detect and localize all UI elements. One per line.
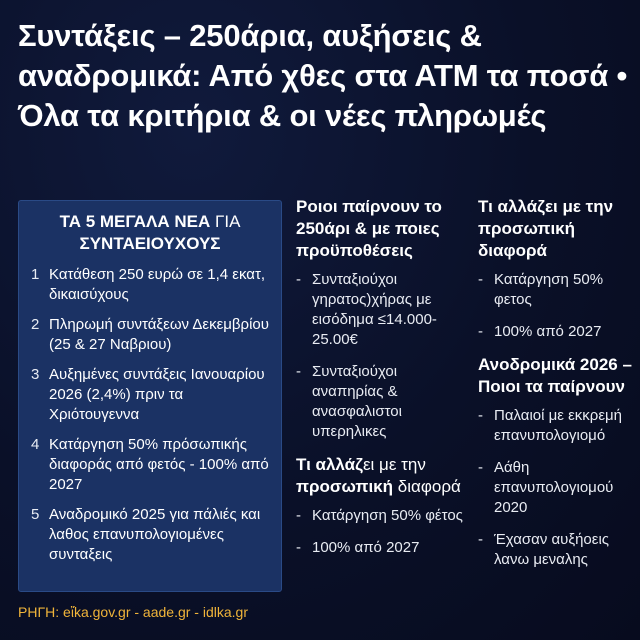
list-item: [31, 505, 271, 565]
list-item: [478, 458, 634, 518]
item-text: Πληρωμή συντάξεων Δεκεμβρίου (25 & 27 Ναβριου): [49, 316, 269, 353]
item-text: Έχασαν αυξήοεις λανω μεναλης: [494, 531, 610, 568]
list-item: [478, 322, 634, 342]
item-number: 5: [31, 506, 40, 523]
item-text: Κατάργηση 50% φέτος: [312, 507, 463, 524]
item-text: Αάθη επανυπολογιομού 2020: [494, 459, 614, 516]
list-item: [31, 315, 271, 355]
bullet-dash: -: [296, 363, 301, 380]
section-title-changes: Τι αλλάζει με την προσωπική διαφορά: [478, 197, 614, 260]
personal-difference-list: [296, 506, 466, 558]
item-text: Αυξημένες συντάξεις Ιανουαρίου 2026 (2,4%) πριν τα Χριότουγεννα: [49, 366, 265, 423]
list-item: [296, 538, 466, 558]
list-item: [478, 406, 634, 446]
item-number: 1: [31, 266, 40, 283]
bullet-dash: -: [296, 539, 301, 556]
section-title-retroactive: Ανοδρομικά 2026 – Ποιοι τα παίρνουν: [478, 355, 632, 396]
source-line: ΡΗΓΗ: eἴka.gov.gr - aade.gr - idlka.gr: [18, 604, 248, 620]
eligibility-list: [296, 270, 466, 442]
item-text: 100% από 2027: [494, 323, 602, 340]
box-title-plain: ΓΙΑ: [210, 212, 241, 231]
title-bold-part: Τι αλλάζ: [296, 455, 363, 474]
item-text: Συνταξιούχοι αναπηρίας & ανασφαλιστοι υπερηλικες: [312, 363, 402, 440]
bullet-dash: -: [478, 459, 483, 476]
bullet-dash: -: [296, 507, 301, 524]
title-plain-part: ει με την: [362, 455, 426, 474]
title-bold-part: προσωπική: [296, 477, 394, 496]
changes-list: [478, 270, 634, 342]
section-title-personal-difference: [296, 454, 466, 498]
box-title: [19, 211, 281, 255]
bullet-dash: -: [478, 407, 483, 424]
headline: Συντάξεις – 250άρια, αυξήσεις & αναδρομικά: Από χθες στα ΑΤΜ τα ποσά • Όλα τα κριτήρια & οι νέες πληρωμές: [18, 18, 628, 133]
item-number: 2: [31, 316, 40, 333]
list-item: [296, 506, 466, 526]
bullet-dash: -: [478, 271, 483, 288]
list-item: [31, 435, 271, 495]
item-number: 4: [31, 436, 40, 453]
box-title-bold: ΤΑ 5 ΜΕΓΑΛΑ ΝΕΑ: [59, 212, 211, 231]
bullet-dash: -: [478, 531, 483, 548]
section-title-who-gets-250: Ροιοι παίρνουν το 250άρι & με ποιες προϋποθέσεις: [296, 197, 442, 260]
item-text: Συνταξιούχοι γηρατος)χήρας με εισόδημα ≤14.000- 25.00€: [312, 271, 437, 348]
middle-column: [296, 196, 466, 570]
list-item: [31, 265, 271, 305]
title-plain-part: διαφορά: [393, 477, 461, 496]
item-text: Κατάργηση 50% φετος: [494, 271, 604, 308]
list-item: [296, 270, 466, 350]
item-text: Κατάθεση 250 ευρώ σε 1,4 εκατ, δικαισύχους: [49, 266, 266, 303]
top-news-box: [18, 200, 282, 592]
item-number: 3: [31, 366, 40, 383]
list-item: [478, 530, 634, 570]
bullet-dash: -: [296, 271, 301, 288]
list-item: [31, 365, 271, 425]
right-column: [478, 196, 634, 582]
item-text: Κατάργηση 50% πρόσωπικής διαφοράς από φετός - 100% από 2027: [49, 436, 269, 493]
box-title-line2: ΣΥΝΤΑΕΙΟΥΧΟΥΣ: [79, 234, 221, 253]
news-list: [19, 265, 281, 565]
item-text: Παλαιοί με εκκρεμή επανυπολογιομό: [494, 407, 623, 444]
retroactive-list: [478, 406, 634, 570]
bullet-dash: -: [478, 323, 483, 340]
list-item: [296, 362, 466, 442]
item-text: 100% από 2027: [312, 539, 420, 556]
list-item: [478, 270, 634, 310]
item-text: Αναδρομικό 2025 για πάλιές και λαθος επανυπολογιομένες συνταξεις: [49, 506, 261, 563]
